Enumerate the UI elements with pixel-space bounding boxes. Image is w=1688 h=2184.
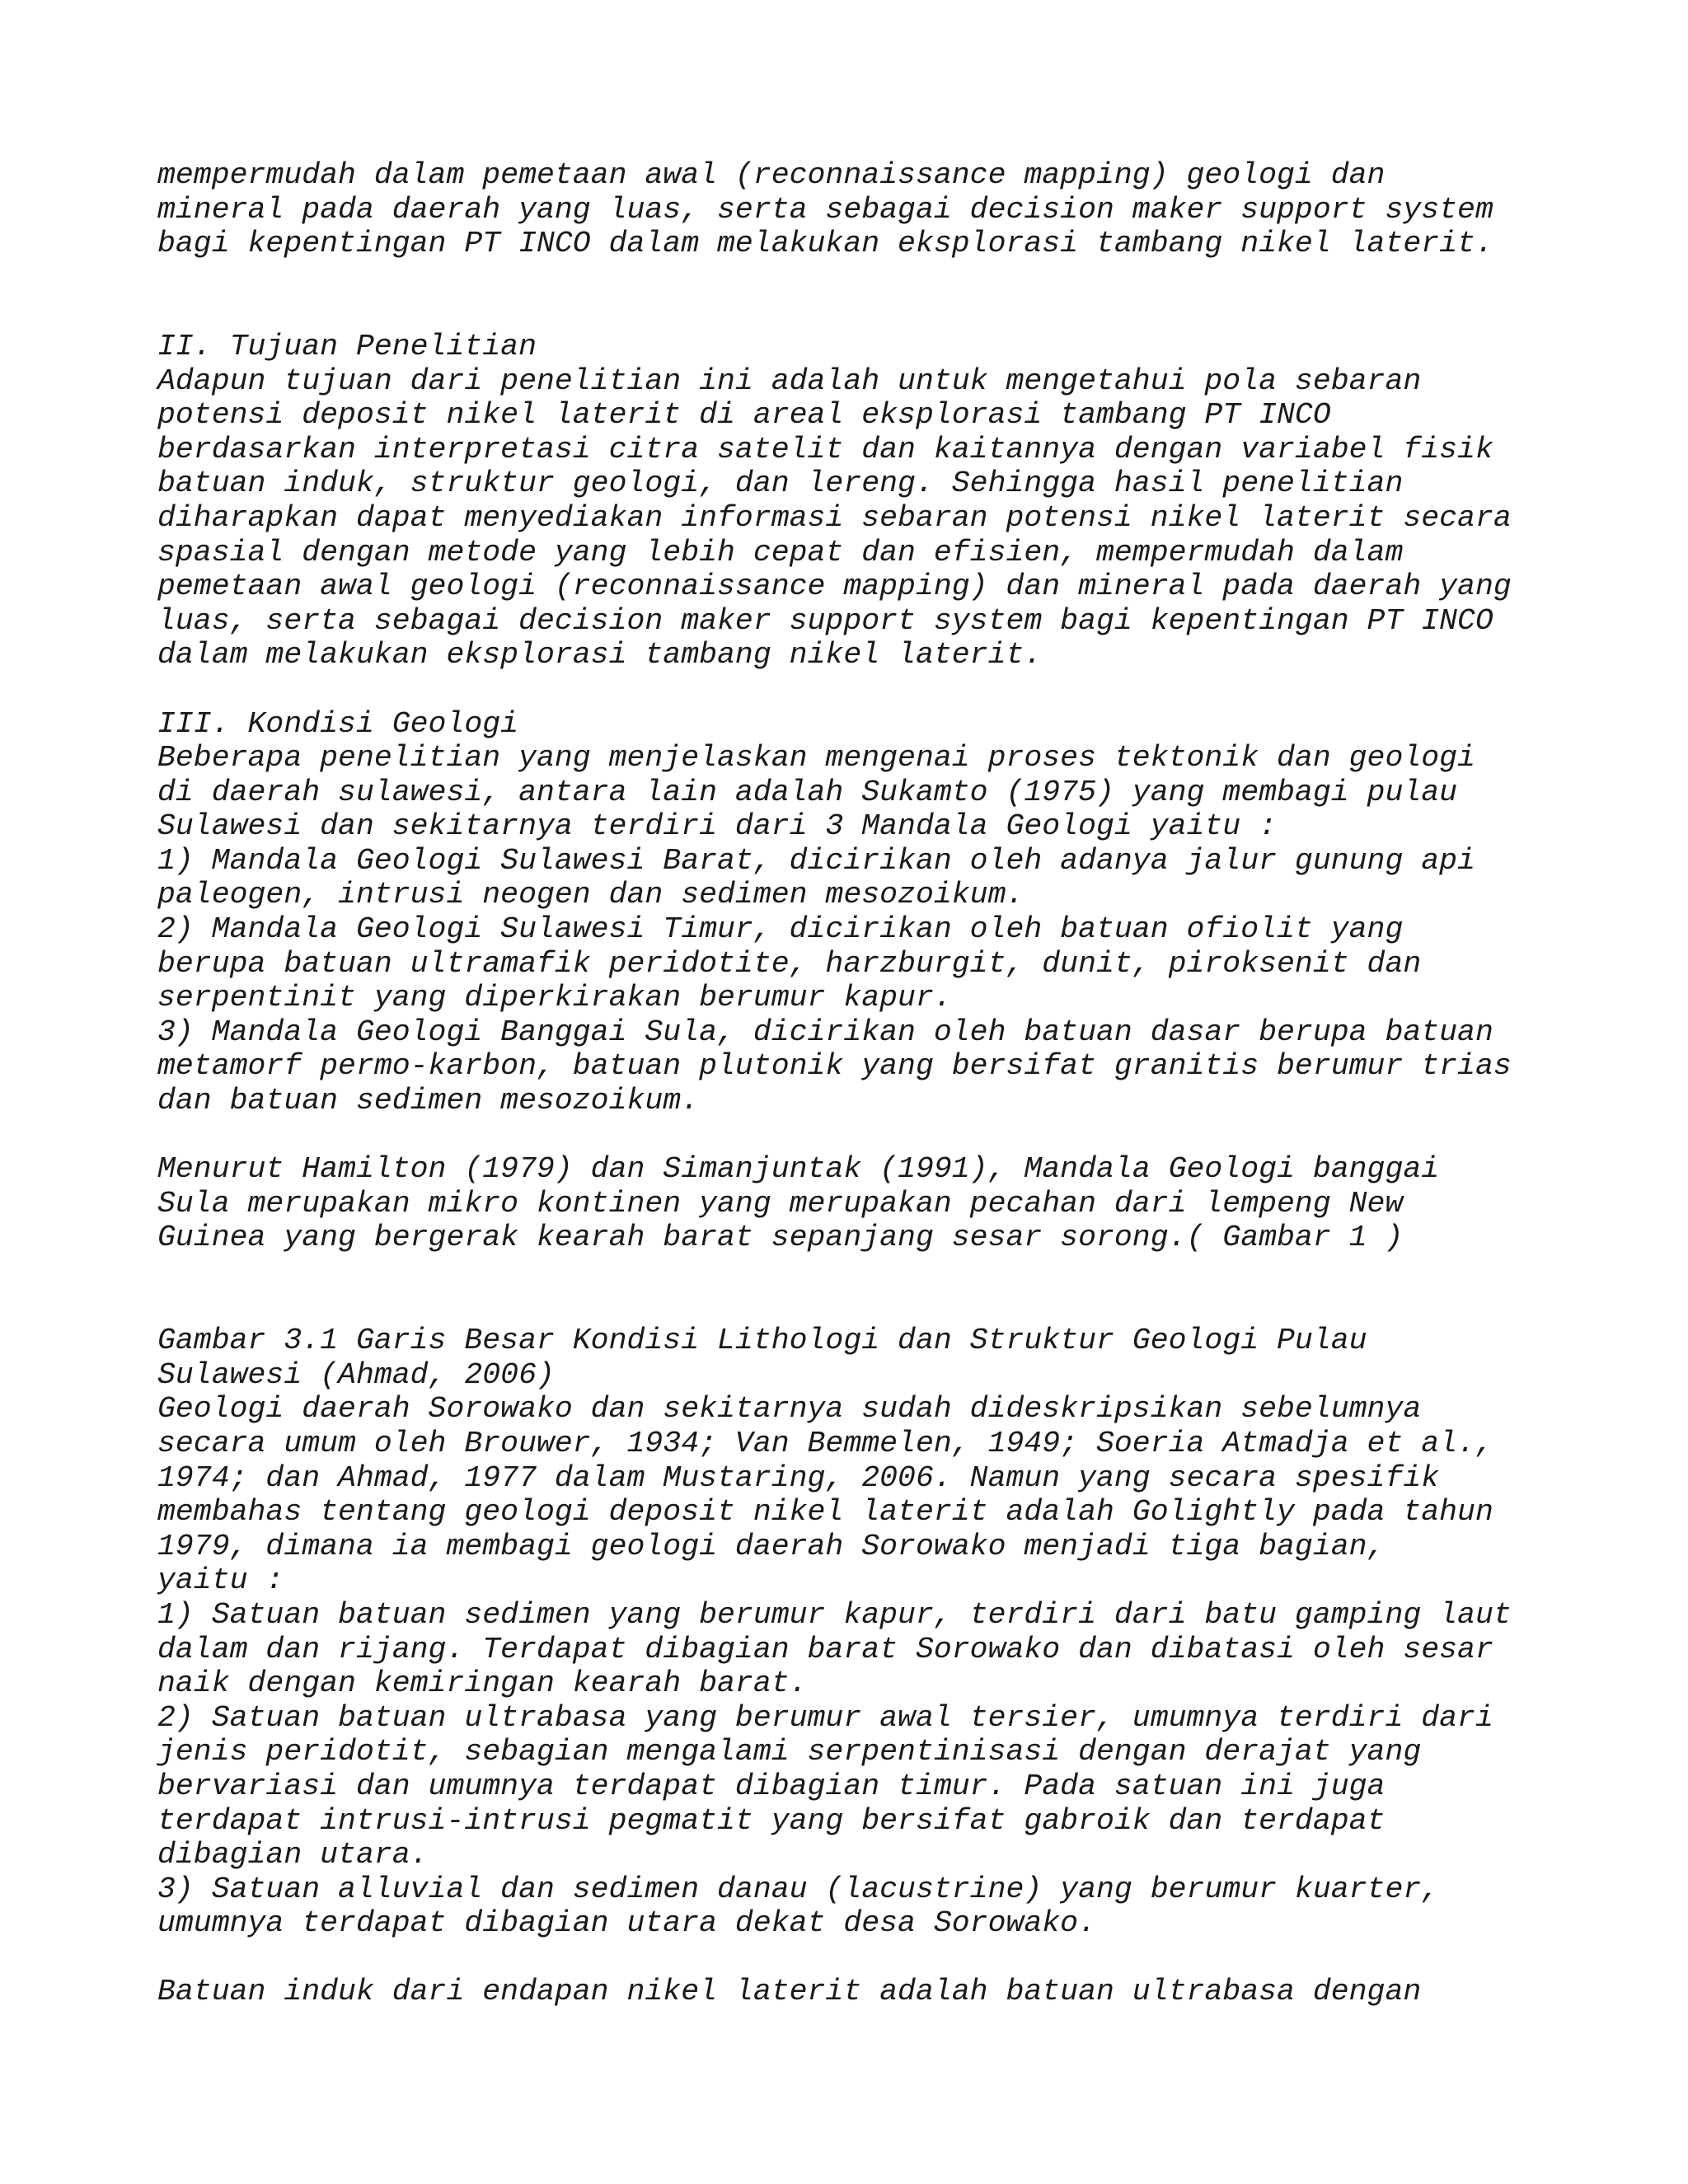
text-line: 1) Mandala Geologi Sulawesi Barat, dicirikan oleh adanya jalur gunung api xyxy=(157,843,1475,878)
text-line: potensi deposit nikel laterit di areal eksplorasi tambang PT INCO xyxy=(157,398,1331,433)
document-body xyxy=(157,158,1575,2009)
text-line: Adapun tujuan dari penelitian ini adalah untuk mengetahui pola sebaran xyxy=(157,363,1422,398)
text-line: mempermudah dalam pemetaan awal (reconnaissance mapping) geologi dan xyxy=(157,158,1386,192)
text-line: 3) Satuan alluvial dan sedimen danau (lacustrine) yang berumur kuarter, xyxy=(157,1872,1440,1906)
text-line: pemetaan awal geologi (reconnaissance mapping) dan mineral pada daerah yang xyxy=(157,569,1512,604)
text-line xyxy=(157,1290,1575,1324)
text-line: berupa batuan ultramafik peridotite, harzburgit, dunit, piroksenit dan xyxy=(157,946,1422,981)
text-line xyxy=(157,295,1575,330)
text-line: secara umum oleh Brouwer, 1934; Van Bemmelen, 1949; Soeria Atmadja et al., xyxy=(157,1426,1493,1460)
text-line: dan batuan sedimen mesozoikum. xyxy=(157,1084,700,1118)
text-line: membahas tentang geologi deposit nikel laterit adalah Golightly pada tahun xyxy=(157,1495,1493,1530)
text-line: paleogen, intrusi neogen dan sedimen mesozoikum. xyxy=(157,878,1025,912)
text-line: bervariasi dan umumnya terdapat dibagian timur. Pada satuan ini juga xyxy=(157,1769,1386,1803)
text-line: 2) Mandala Geologi Sulawesi Timur, dicirikan oleh batuan ofiolit yang xyxy=(157,912,1404,947)
text-line: diharapkan dapat menyediakan informasi sebaran potensi nikel laterit secara xyxy=(157,500,1512,535)
text-line: Menurut Hamilton (1979) dan Simanjuntak (1991), Mandala Geologi banggai xyxy=(157,1152,1440,1187)
text-line xyxy=(157,1118,1575,1153)
text-line: berdasarkan interpretasi citra satelit dan kaitannya dengan variabel fisik xyxy=(157,432,1493,466)
text-line: Sula merupakan mikro kontinen yang merupakan pecahan dari lempeng New xyxy=(157,1186,1404,1221)
text-line: metamorf permo-karbon, batuan plutonik yang bersifat granitis berumur trias xyxy=(157,1049,1512,1084)
text-line: II. Tujuan Penelitian xyxy=(157,329,537,363)
text-line: serpentinit yang diperkirakan berumur kapur. xyxy=(157,981,952,1015)
text-line: umumnya terdapat dibagian utara dekat desa Sorowako. xyxy=(157,1906,1096,1941)
text-line xyxy=(157,1941,1575,1975)
text-line: dalam melakukan eksplorasi tambang nikel laterit. xyxy=(157,638,1043,673)
text-line: batuan induk, struktur geologi, dan lereng. Sehingga hasil penelitian xyxy=(157,466,1404,501)
text-line: Sulawesi dan sekitarnya terdiri dari 3 Mandala Geologi yaitu : xyxy=(157,809,1278,844)
text-line: di daerah sulawesi, antara lain adalah Sukamto (1975) yang membagi pulau xyxy=(157,775,1458,809)
text-line: luas, serta sebagai decision maker support system bagi kepentingan PT INCO xyxy=(157,603,1493,638)
text-line: Guinea yang bergerak kearah barat sepanjang sesar sorong.( Gambar 1 ) xyxy=(157,1221,1404,1255)
text-line: III. Kondisi Geologi xyxy=(157,706,519,741)
text-line: 3) Mandala Geologi Banggai Sula, dicirikan oleh batuan dasar berupa batuan xyxy=(157,1015,1493,1049)
text-line: terdapat intrusi-intrusi pegmatit yang bersifat gabroik dan terdapat xyxy=(157,1803,1386,1838)
text-line xyxy=(157,673,1575,707)
text-line xyxy=(157,1255,1575,1290)
text-line: naik dengan kemiringan kearah barat. xyxy=(157,1666,808,1701)
text-line: yaitu : xyxy=(157,1563,284,1598)
text-line xyxy=(157,261,1575,296)
text-line: spasial dengan metode yang lebih cepat dan efisien, mempermudah dalam xyxy=(157,535,1404,569)
text-line: 1979, dimana ia membagi geologi daerah Sorowako menjadi tiga bagian, xyxy=(157,1529,1386,1563)
text-line: Gambar 3.1 Garis Besar Kondisi Lithologi dan Struktur Geologi Pulau xyxy=(157,1324,1367,1358)
text-line: dalam dan rijang. Terdapat dibagian barat Sorowako dan dibatasi oleh sesar xyxy=(157,1632,1493,1666)
text-line: Geologi daerah Sorowako dan sekitarnya sudah dideskripsikan sebelumnya xyxy=(157,1392,1422,1427)
text-line: jenis peridotit, sebagian mengalami serpentinisasi dengan derajat yang xyxy=(157,1735,1422,1769)
text-line: Batuan induk dari endapan nikel laterit adalah batuan ultrabasa dengan xyxy=(157,1975,1422,2009)
text-line: 2) Satuan batuan ultrabasa yang berumur awal tersier, umumnya terdiri dari xyxy=(157,1700,1493,1735)
text-line: bagi kepentingan PT INCO dalam melakukan eksplorasi tambang nikel laterit. xyxy=(157,227,1493,261)
text-line: dibagian utara. xyxy=(157,1838,429,1872)
text-line: Sulawesi (Ahmad, 2006) xyxy=(157,1357,555,1392)
text-line: mineral pada daerah yang luas, serta sebagai decision maker support system xyxy=(157,192,1493,227)
text-line: Beberapa penelitian yang menjelaskan mengenai proses tektonik dan geologi xyxy=(157,741,1475,776)
text-line: 1) Satuan batuan sedimen yang berumur kapur, terdiri dari batu gamping laut xyxy=(157,1597,1512,1632)
text-line: 1974; dan Ahmad, 1977 dalam Mustaring, 2006. Namun yang secara spesifik xyxy=(157,1460,1440,1495)
